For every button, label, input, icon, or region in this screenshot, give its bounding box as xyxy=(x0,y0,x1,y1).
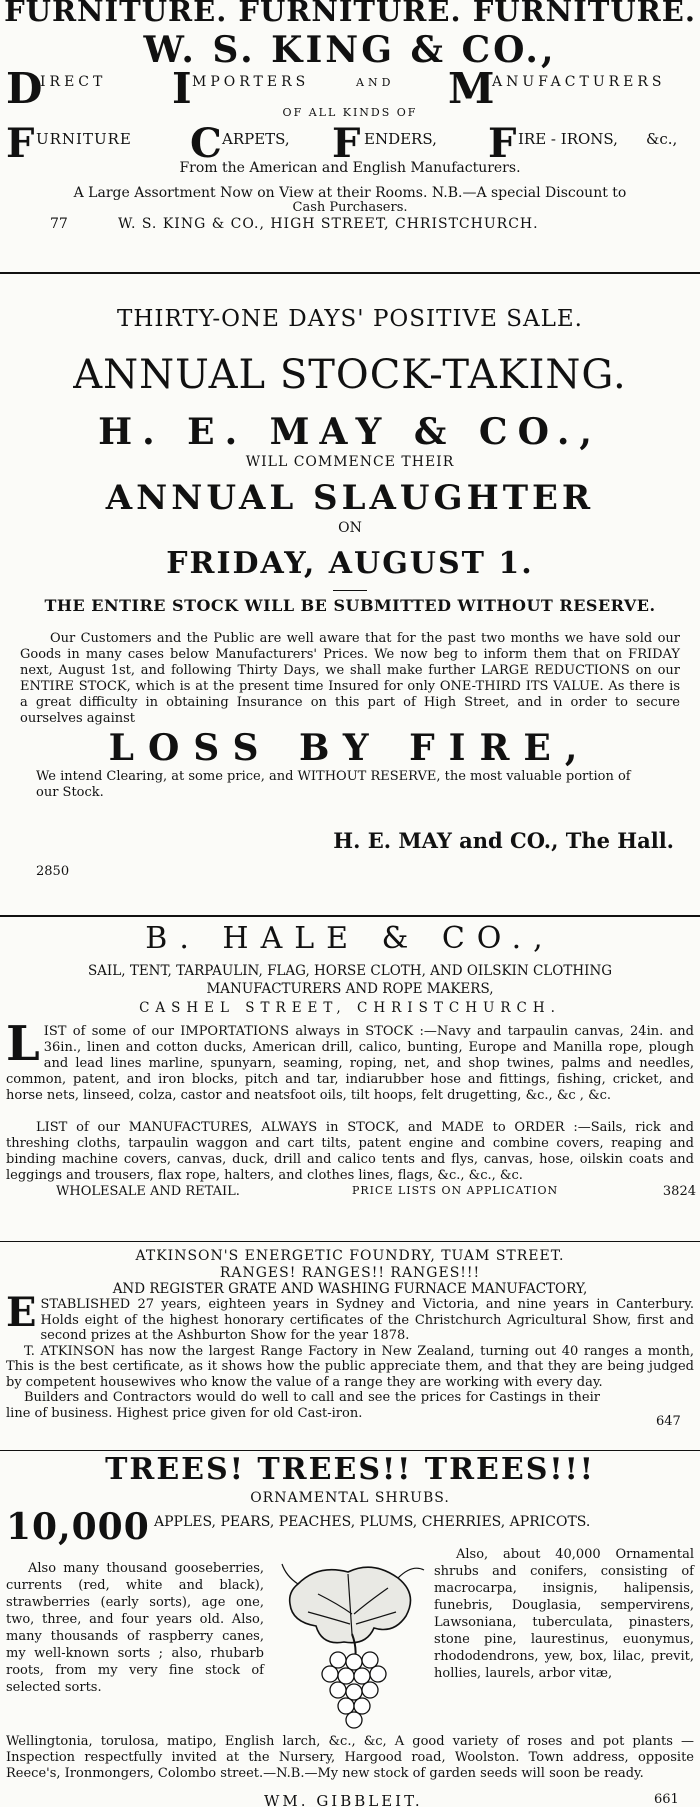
may-slaughter: ANNUAL SLAUGHTER xyxy=(105,478,595,518)
divider-3 xyxy=(0,1241,700,1242)
trees-fruits: APPLES, PEARS, PEACHES, PLUMS, CHERRIES, APRICOTS. xyxy=(154,1514,591,1530)
hale-address: CASHEL STREET, CHRISTCHURCH. xyxy=(139,1000,561,1016)
king-cap-i: I xyxy=(172,64,196,113)
king-fire-irons: IRE - IRONS, xyxy=(518,130,618,148)
may-entire-stock: THE ENTIRE STOCK WILL BE SUBMITTED WITHOUT RESERVE. xyxy=(44,596,656,615)
trees-bottom-text: Wellingtonia, torulosa, matipo, English larch, &c., &c, A good variety of roses and pot plants —Inspection respectfully invited at the Nursery, Hargood road, Woolston. Town address, opposite Reece's, Ironmongers, Colombo street.—N.B.—My new stock of garden seeds will soon be ready. xyxy=(6,1734,694,1781)
king-cap-d: D xyxy=(6,64,47,113)
hale-name: B. HALE & CO., xyxy=(145,921,555,956)
king-address: W. S. KING & CO., HIGH STREET, CHRISTCHURCH. xyxy=(118,216,539,232)
trees-signature: WM. GIBBLEIT. xyxy=(264,1792,423,1810)
atkinson-established: STABLISHED 27 years, eighteen years in Sydney and Victoria, and nine years in Canterbury. Holds eight of the highest honorary certificates of the Christchurch Agricultural Show, first and second prizes at the Ashburton Show for the year 1878. xyxy=(40,1297,694,1343)
king-from: From the American and English Manufacturers. xyxy=(179,160,521,176)
king-cap-f2: F xyxy=(332,120,361,167)
hale-wholesale: WHOLESALE AND RETAIL. xyxy=(56,1184,240,1199)
atkinson-body-3: Builders and Contractors would do well to call and see the prices for Castings in their line of business. Highest price given for old Cast-iron. xyxy=(6,1390,600,1421)
king-cap-f1: F xyxy=(6,120,35,167)
king-cap-m: M xyxy=(448,64,499,113)
may-on: ON xyxy=(338,520,362,536)
trees-ref-number: 661 xyxy=(654,1792,679,1807)
king-name: W. S. KING & CO., xyxy=(143,29,557,71)
hale-drop-cap: L xyxy=(6,1016,40,1072)
king-cap-c: C xyxy=(190,120,222,167)
atkinson-body-2: T. ATKINSON has now the largest Range Factory in New Zealand, turning out 40 ranges a month, This is the best certificate, as it shows how the public appreciate them, and that they are being judged by competent housewives who know the value of a range they are working with every day. xyxy=(6,1343,694,1390)
king-goods-line xyxy=(0,120,700,167)
trees-advert xyxy=(0,1450,700,1810)
king-direct: IRECT xyxy=(40,74,107,90)
atkinson-foundry: ATKINSON'S ENERGETIC FOUNDRY, TUAM STREET. xyxy=(135,1248,565,1264)
king-furniture: URNITURE xyxy=(36,130,132,148)
may-ref-number: 2850 xyxy=(36,864,70,879)
trees-left-column: Also many thousand gooseberries, currents (red, white and black), strawberries (early sorts), age one, two, three, and four years old. Also, many thousands of raspberry canes, my well-known sorts ; also, rhubarb roots, from my very fine stock of selected sorts. xyxy=(6,1561,264,1695)
king-address-line xyxy=(0,214,700,234)
hale-ref-number: 3824 xyxy=(662,1184,696,1199)
divider-1 xyxy=(0,272,700,274)
trees-headline: TREES! TREES!! TREES!!! xyxy=(105,1452,595,1487)
atkinson-register-grate: AND REGISTER GRATE AND WASHING FURNACE MANUFACTORY, xyxy=(112,1281,588,1297)
trees-shrubs: ORNAMENTAL SHRUBS. xyxy=(250,1490,450,1506)
hale-list-imports xyxy=(6,1016,694,1104)
may-company: H. E. MAY & CO., xyxy=(98,411,602,453)
may-signature: H. E. MAY and CO., The Hall. xyxy=(333,828,674,853)
king-advert xyxy=(0,0,700,234)
king-fenders: ENDERS, xyxy=(364,130,437,148)
king-kinds: OF ALL KINDS OF xyxy=(282,106,418,119)
king-cap-f3: F xyxy=(488,120,517,167)
king-cash: Cash Purchasers. xyxy=(292,200,408,215)
trees-right-column: Also, about 40,000 Ornamental shrubs and conifers, consisting of macrocarpa, insignis, halipensis, funebris, Douglasia, sempervirens, Lawsoniana, tuberculata, pinasters, stone pine, laurestinus, euonymus, rhododendrons, yew, box, lilac, previt, hollies, laurels, arbor vitæ, xyxy=(434,1547,694,1681)
trees-quantity: 10,000 xyxy=(6,1506,150,1548)
may-loss-by-fire: LOSS BY FIRE, xyxy=(108,727,592,769)
may-commence: WILL COMMENCE THEIR xyxy=(245,454,455,470)
hale-advert xyxy=(0,920,700,1202)
grape-vine-illustration xyxy=(278,1554,428,1734)
may-stock-taking: ANNUAL STOCK-TAKING. xyxy=(73,352,627,398)
may-intend: We intend Clearing, at some price, and WITHOUT RESERVE, the most valuable portion of our Stock. xyxy=(36,769,631,800)
may-advert xyxy=(0,304,700,879)
may-thirty-one: THIRTY-ONE DAYS' POSITIVE SALE. xyxy=(117,306,583,332)
may-short-rule xyxy=(333,590,367,591)
divider-2 xyxy=(0,915,700,917)
hale-footer xyxy=(0,1184,700,1202)
may-friday: FRIDAY, AUGUST 1. xyxy=(166,546,534,581)
atkinson-ref-number: 647 xyxy=(656,1414,681,1429)
king-ref-number: 77 xyxy=(50,216,68,232)
hale-rope-makers: MANUFACTURERS AND ROPE MAKERS, xyxy=(206,981,494,997)
hale-trades: SAIL, TENT, TARPAULIN, FLAG, HORSE CLOTH, AND OILSKIN CLOTHING xyxy=(87,963,613,979)
hale-list-manufactures: LIST of our MANUFACTURES, ALWAYS in STOCK, and MADE to ORDER :—Sails, rick and threshing cloths, tarpaulin waggon and cart tilts, patent engine and combine covers, reaping and binding machine covers, canvas, duck, drill and calico tents and flys, canvas, hose, oilskin coats and leggings and trousers, flax rope, halters, and clothes lines, flags, &c., &c., &c. xyxy=(6,1120,694,1183)
king-etc: &c., xyxy=(646,130,678,148)
king-carpets: ARPETS, xyxy=(222,130,290,148)
trees-10000-line xyxy=(0,1506,700,1546)
king-and: AND xyxy=(356,76,395,89)
atkinson-drop-cap: E xyxy=(6,1289,37,1336)
king-importers: MPORTERS xyxy=(192,74,310,90)
king-headline: FURNITURE. FURNITURE. FURNITURE. xyxy=(4,0,696,28)
hale-imports-text: IST of some of our IMPORTATIONS always in STOCK :—Navy and tarpaulin canvas, 24in. and 36in., linen and cotton ducks, American drill, calico, bunting, Europe and Manilla rope, plough and lead lines marline, spunyarn, seaming, roping, net, and shop twines, palms and needles, common, patent, and iron blocks, pitch and tar, indiarubber hose and fittings, fishing, cricket, and horse nets, linseed, colza, castor and neatsfoot oils, tilt hoops, felt drugetting, &c., &c , &c. xyxy=(6,1024,694,1103)
may-body: Our Customers and the Public are well aware that for the past two months we have sold our Goods in many cases below Manufacturers' Prices. We now beg to inform them that on FRIDAY next, August 1st, and following Thirty Days, we shall make further LARGE REDUCTIONS on our ENTIRE STOCK, which is at the present time Insured for only ONE-THIRD ITS VALUE. As there is a great difficulty in obtaining Insurance on this part of High Street, and in order to secure ourselves against xyxy=(20,631,680,726)
hale-price-lists: PRICE LISTS ON APPLICATION xyxy=(352,1184,559,1197)
king-assortment: A Large Assortment Now on View at their Rooms. N.B.—A special Discount to xyxy=(73,185,627,201)
atkinson-ranges: RANGES! RANGES!! RANGES!!! xyxy=(219,1265,481,1281)
atkinson-advert xyxy=(0,1248,700,1429)
king-manufacturers: ANUFACTURERS xyxy=(492,74,666,90)
